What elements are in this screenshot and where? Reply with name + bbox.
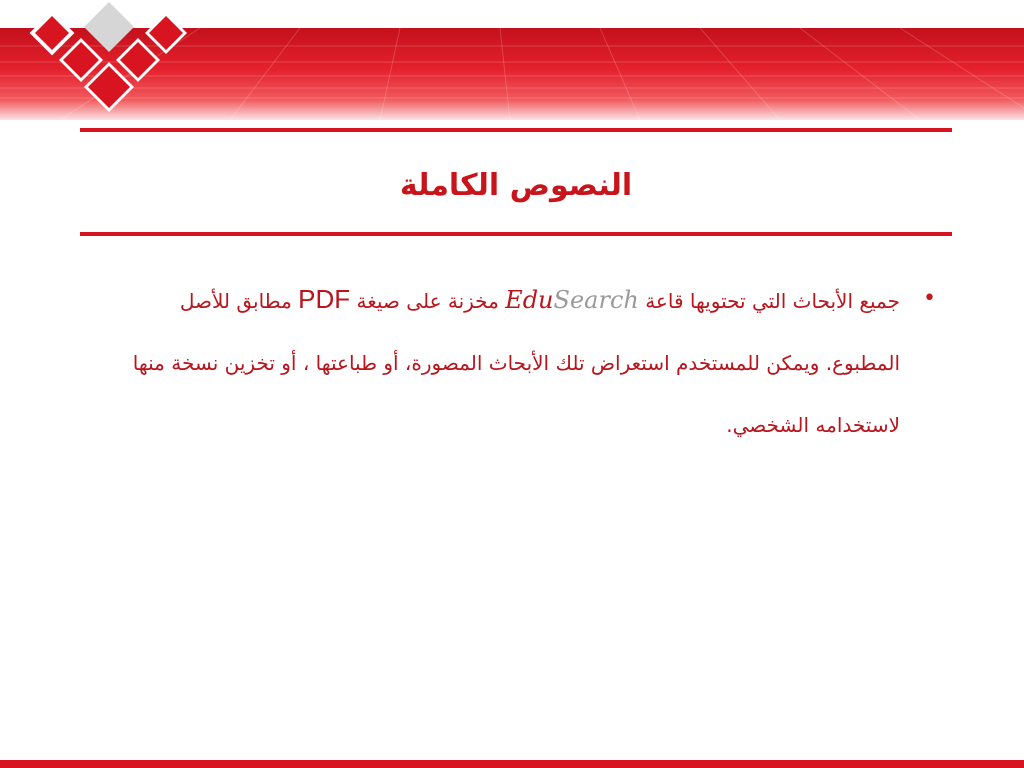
diamond-tile bbox=[120, 42, 156, 78]
body-text-end: مطابق للأصل المطبوع. ويمكن للمستخدم استعراض تلك الأبحاث المصورة، أو طباعتها ، أو تخزين نسخة منها لاستخدامه الشخصي. bbox=[132, 289, 900, 437]
diamond-tile bbox=[84, 2, 134, 52]
brand-name bbox=[505, 286, 639, 314]
body-text-middle: مخزنة على صيغة bbox=[350, 289, 506, 313]
brand-name-edu: Edu bbox=[505, 286, 554, 314]
body-paragraph bbox=[112, 268, 900, 456]
diamond-logo bbox=[18, 0, 188, 116]
bullet-item bbox=[112, 268, 942, 456]
body-text-start: جميع الأبحاث التي تحتويها قاعة bbox=[638, 289, 900, 313]
brand-name-search: Search bbox=[553, 286, 639, 314]
slide-body bbox=[112, 268, 942, 456]
footer-bar bbox=[0, 760, 1024, 768]
title-rule-top bbox=[80, 128, 952, 132]
bullet-marker: • bbox=[923, 286, 936, 311]
title-rule-bottom bbox=[80, 232, 952, 236]
diamond-tile bbox=[88, 66, 130, 108]
diamond-tile bbox=[35, 16, 69, 50]
format-name: PDF bbox=[298, 284, 351, 314]
diamond-tile bbox=[149, 16, 183, 50]
diamond-tile bbox=[63, 42, 99, 78]
slide-title: النصوص الكاملة bbox=[399, 168, 633, 203]
